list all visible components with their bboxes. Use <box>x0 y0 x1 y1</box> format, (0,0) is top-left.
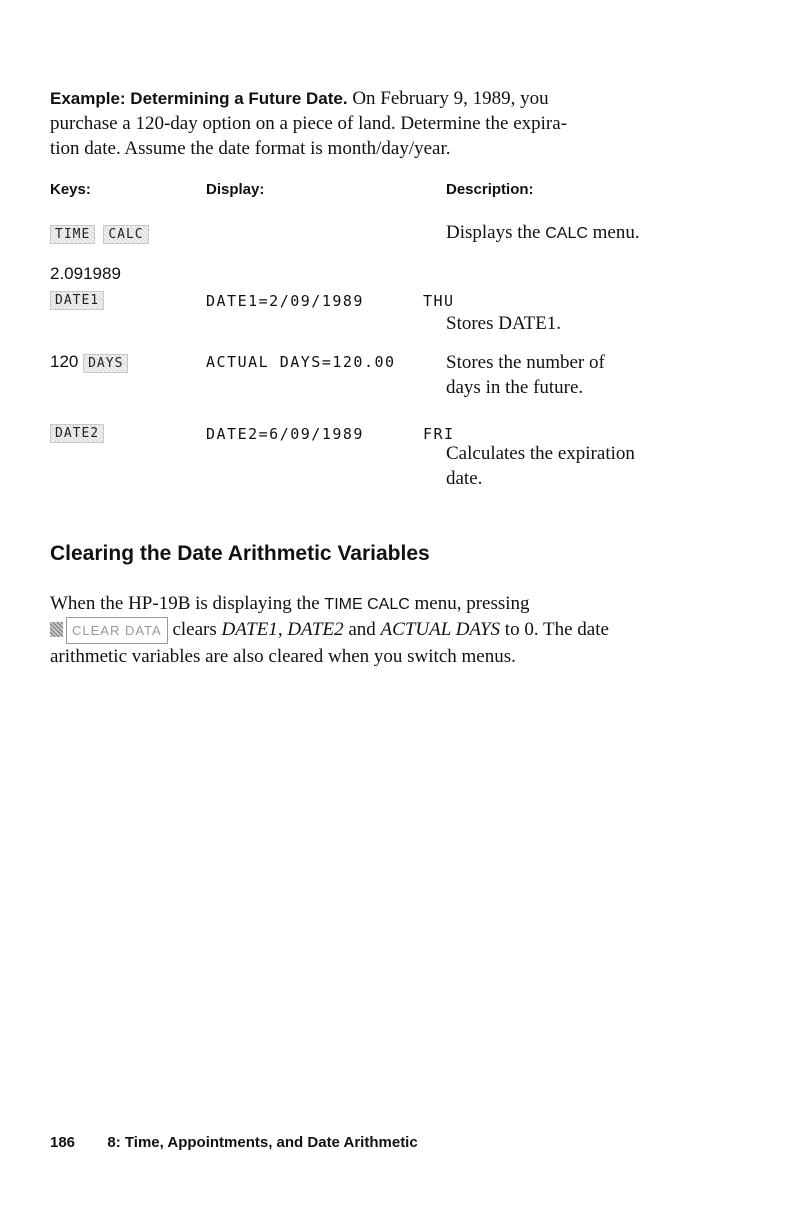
section-line-1 <box>50 591 670 617</box>
time-key[interactable]: TIME <box>50 225 95 244</box>
section-heading: Clearing the Date Arithmetic Variables <box>50 542 430 565</box>
page-number: 186 <box>50 1134 76 1151</box>
header-keys: Keys: <box>50 181 91 198</box>
section-paragraph <box>50 591 670 669</box>
row-5-display: DATE2=6/09/1989 <box>206 425 364 443</box>
example-text-1: On February 9, 1989, you <box>352 88 549 109</box>
section-menu-name: TIME CALC <box>324 596 410 613</box>
section-line-2-end: to 0. The date <box>500 619 609 640</box>
row-2-entry: 2.091989 <box>50 264 121 283</box>
example-line-2: purchase a 120-day option on a piece of land. Determine the expira- <box>50 113 568 134</box>
example-paragraph <box>50 86 670 161</box>
row-3-description: Stores DATE1. <box>446 313 562 334</box>
example-line-1 <box>50 86 670 111</box>
row-5-keys <box>50 424 112 443</box>
row-5-desc-line-1: Calculates the expiration <box>446 443 635 464</box>
section-line-1-post: menu, pressing <box>409 593 530 614</box>
section-line-2 <box>50 617 670 644</box>
section-sep: , <box>277 619 288 640</box>
date1-key[interactable]: DATE1 <box>50 291 104 310</box>
row-1-desc-post: menu. <box>587 222 640 243</box>
clear-data-key[interactable]: CLEAR DATA <box>66 617 168 644</box>
shift-key-icon[interactable] <box>50 622 63 637</box>
row-4-desc-line-1: Stores the number of <box>446 352 605 373</box>
row-4-description <box>446 350 605 400</box>
row-1-description <box>446 222 640 244</box>
row-1-desc-menu: CALC <box>545 225 588 242</box>
calc-key[interactable]: CALC <box>103 225 148 244</box>
row-3-day: THU <box>423 292 455 310</box>
header-display: Display: <box>206 181 265 198</box>
section-clears: clears <box>167 619 222 640</box>
row-5-description <box>446 441 635 491</box>
row-5-desc-line-2: date. <box>446 468 483 489</box>
row-1-keys <box>50 225 157 244</box>
row-4-display: ACTUAL DAYS=120.00 <box>206 353 396 371</box>
row-5-day: FRI <box>423 425 455 443</box>
row-1-desc-pre: Displays the <box>446 222 546 243</box>
section-and: and <box>343 619 381 640</box>
row-4-keys <box>50 352 136 373</box>
example-line-3: tion date. Assume the date format is month/day/year. <box>50 138 451 159</box>
page-footer <box>50 1134 418 1151</box>
header-description: Description: <box>446 181 534 198</box>
var-date2: DATE2 <box>287 619 344 640</box>
var-date1: DATE1 <box>221 619 278 640</box>
section-line-1-pre: When the HP-19B is displaying the <box>50 593 325 614</box>
var-actual-days: ACTUAL DAYS <box>380 619 501 640</box>
days-key[interactable]: DAYS <box>83 354 128 373</box>
row-4-desc-line-2: days in the future. <box>446 377 584 398</box>
section-line-3: arithmetic variables are also cleared when you switch menus. <box>50 646 516 667</box>
row-3-display: DATE1=2/09/1989 <box>206 292 364 310</box>
row-3-keys <box>50 291 112 310</box>
example-heading: Example: Determining a Future Date. <box>50 89 348 108</box>
chapter-title: 8: Time, Appointments, and Date Arithmetic <box>107 1134 418 1151</box>
row-4-prefix: 120 <box>50 352 79 371</box>
date2-key[interactable]: DATE2 <box>50 424 104 443</box>
